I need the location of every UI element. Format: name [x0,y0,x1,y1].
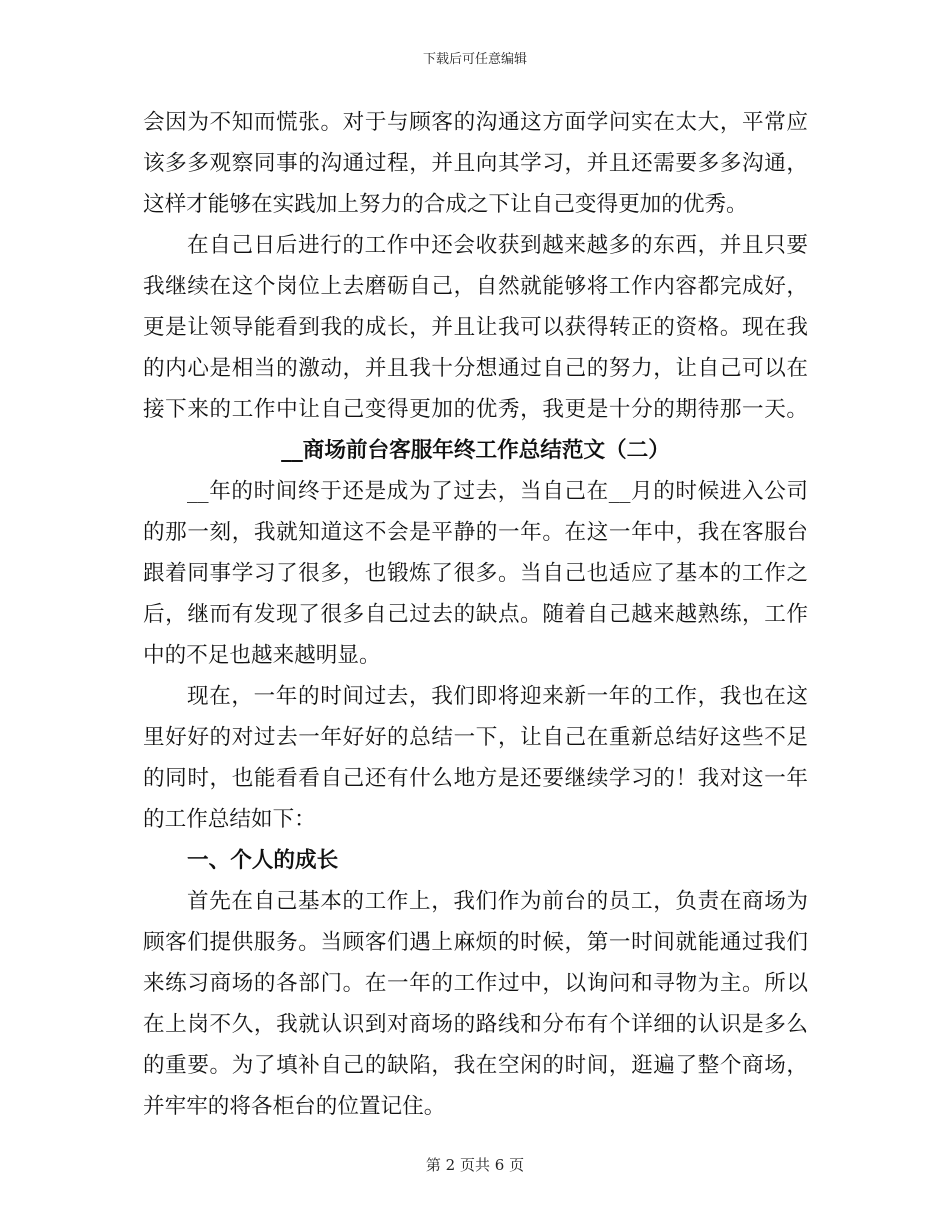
text-line: 该多多观察同事的沟通过程，并且向其学习，并且还需要多多沟通， [143,151,808,176]
text-line: 并牢牢的将各柜台的位置记住。 [143,1094,446,1119]
text-line: 在上岗不久，我就认识到对商场的路线和分布有个详细的认识是多么 [143,1012,808,1037]
text-line: 在自己日后进行的工作中还会收获到越来越多的东西，并且只要 [187,233,808,258]
text-line: 的同时，也能看看自己还有什么地方是还要继续学习的！我对这一年 [143,766,808,791]
text-line: 的重要。为了填补自己的缺陷，我在空闲的时间，逛遍了整个商场， [143,1053,808,1078]
text-line: 里好好的对过去一年好好的总结一下，让自己在重新总结好这些不足 [143,725,808,750]
text-line: 这样才能够在实践加上努力的合成之下让自己变得更加的优秀。 [143,192,748,217]
text-line: 接下来的工作中让自己变得更加的优秀，我更是十分的期待那一天。 [143,397,808,422]
text-line: 顾客们提供服务。当顾客们遇上麻烦的时候，第一时间就能通过我们 [143,930,808,955]
text-line: __年的时间终于还是成为了过去，当自己在__月的时候进入公司 [187,479,808,504]
subsection-heading: 一、个人的成长 [187,848,339,873]
text-line: 跟着同事学习了很多，也锻炼了很多。当自己也适应了基本的工作之 [143,561,808,586]
text-line: 我继续在这个岗位上去磨砺自己，自然就能够将工作内容都完成好， [143,274,808,299]
text-line: 来练习商场的各部门。在一年的工作过中，以询问和寻物为主。所以 [143,971,808,996]
text-line: 的内心是相当的激动，并且我十分想通过自己的努力，让自己可以在 [143,356,808,381]
text-line: 现在，一年的时间过去，我们即将迎来新一年的工作，我也在这 [187,684,808,709]
document-body [143,102,808,1127]
text-line: 的工作总结如下： [143,807,316,832]
text-line: 的那一刻，我就知道这不会是平静的一年。在这一年中，我在客服台 [143,520,808,545]
section-title: __商场前台客服年终工作总结范文（二） [281,438,670,463]
page-number: 第 2 页共 6 页 [425,1156,525,1174]
page-header: 下载后可任意编辑 [422,52,527,67]
text-line: 后，继而有发现了很多自己过去的缺点。随着自己越来越熟练，工作 [143,602,808,627]
text-line: 会因为不知而慌张。对于与顾客的沟通这方面学问实在太大，平常应 [143,110,808,135]
text-line: 更是让领导能看到我的成长，并且让我可以获得转正的资格。现在我 [143,315,808,340]
text-line: 中的不足也越来越明显。 [143,643,381,668]
text-line: 首先在自己基本的工作上，我们作为前台的员工，负责在商场为 [187,889,808,914]
